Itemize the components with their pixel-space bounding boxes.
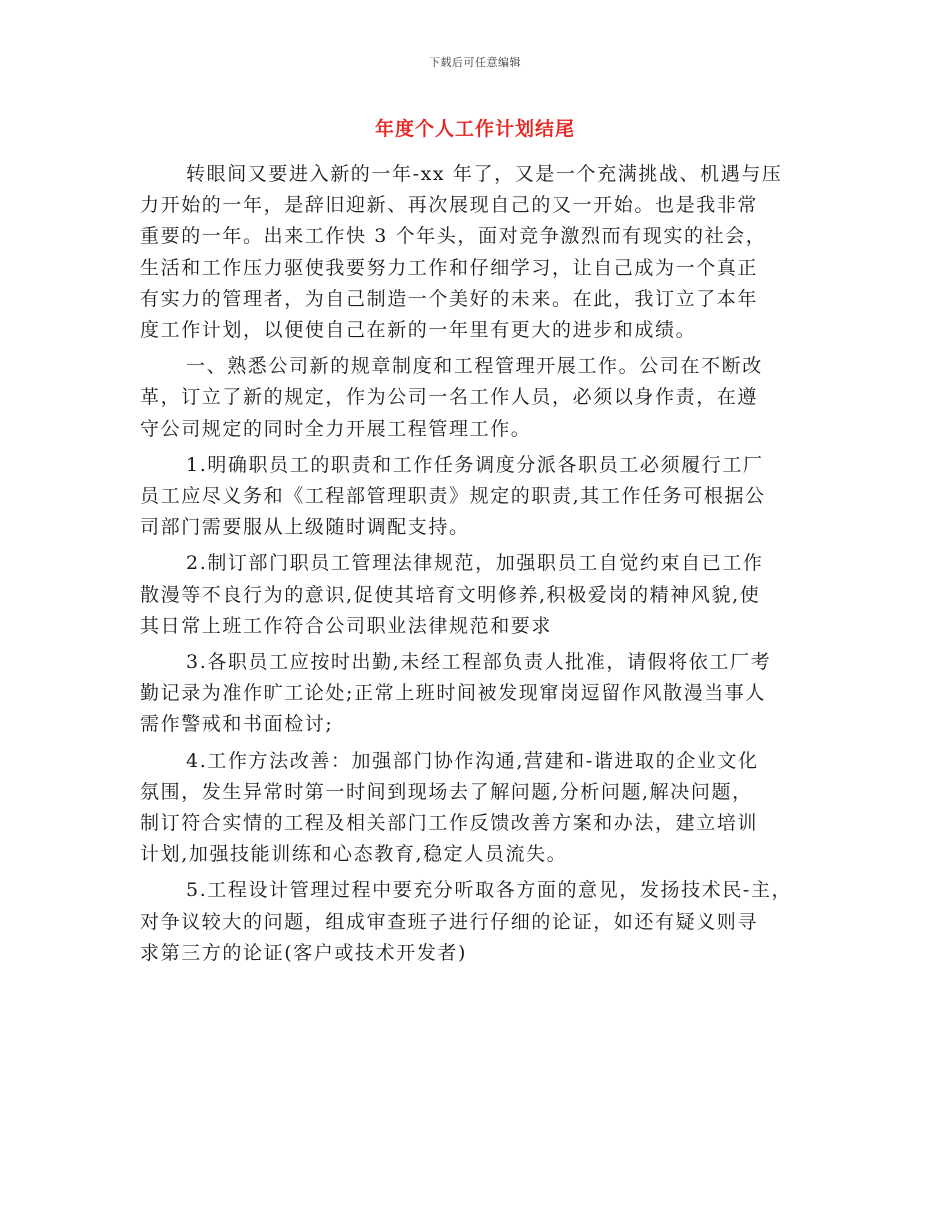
paragraph-line: 转眼间又要进入新的一年-xx 年了，又是一个充满挑战、机遇与压 bbox=[186, 163, 783, 185]
paragraph-item-5 bbox=[140, 875, 820, 969]
paragraph-line: 氛围，发生异常时第一时间到现场去了解问题,分析问题,解决问题， bbox=[140, 780, 753, 803]
paragraph-line: 计划,加强技能训练和心态教育,稳定人员流失。 bbox=[140, 843, 568, 866]
paragraph-item-1 bbox=[140, 450, 820, 544]
paragraph-line: 4.工作方法改善：加强部门协作沟通,营建和-谐进取的企业文化 bbox=[186, 749, 759, 772]
paragraph-line: 革，订立了新的规定，作为公司一名工作人员，必须以身作责，在遵 bbox=[140, 386, 759, 409]
paragraph-line: 力开始的一年，是辞旧迎新、再次展现自己的又一开始。也是我非常 bbox=[140, 194, 759, 217]
paragraph-item-4 bbox=[140, 746, 820, 871]
paragraph-section-1 bbox=[140, 351, 820, 445]
paragraph-line: 重要的一年。出来工作快 3 个年头，面对竞争激烈而有现实的社会， bbox=[140, 225, 767, 248]
document-body bbox=[140, 159, 820, 969]
paragraph-line: 生活和工作压力驱使我要努力工作和仔细学习，让自己成为一个真正 bbox=[140, 256, 759, 279]
paragraph-line: 勤记录为准作旷工论处;正常上班时间被发现窜岗逗留作风散漫当事人 bbox=[140, 682, 767, 705]
paragraph-line: 守公司规定的同时全力开展工程管理工作。 bbox=[140, 417, 532, 440]
paragraph-line: 员工应尽义务和《工程部管理职责》规定的职责,其工作任务可根据公 bbox=[140, 485, 766, 508]
paragraph-line: 其日常上班工作符合公司职业法律规范和要求 bbox=[140, 614, 553, 637]
header-note: 下载后可任意编辑 bbox=[429, 56, 521, 69]
paragraph-line: 2.制订部门职员工管理法律规范，加强职员工自觉约束自已工作 bbox=[186, 552, 764, 575]
paragraph-line: 制订符合实情的工程及相关部门工作反馈改善方案和办法，建立培训 bbox=[140, 812, 759, 835]
paragraph-intro bbox=[140, 159, 820, 346]
paragraph-line: 有实力的管理者，为自己制造一个美好的未来。在此，我订立了本年 bbox=[140, 287, 759, 310]
paragraph-line: 求第三方的论证(客户或技术开发者) bbox=[140, 941, 468, 964]
paragraph-item-2 bbox=[140, 548, 820, 642]
paragraph-item-3 bbox=[140, 647, 820, 741]
paragraph-line: 5.工程设计管理过程中要充分听取各方面的意见，发扬技术民-主， bbox=[186, 879, 793, 902]
paragraph-line: 对争议较大的问题，组成审查班子进行仔细的论证，如还有疑义则寻 bbox=[140, 910, 759, 933]
paragraph-line: 度工作计划，以便使自己在新的一年里有更大的进步和成绩。 bbox=[140, 319, 697, 342]
paragraph-line: 需作警戒和书面检讨; bbox=[140, 713, 334, 736]
document-title: 年度个人工作计划结尾 bbox=[374, 118, 575, 140]
paragraph-line: 3.各职员工应按时出勤,未经工程部负责人批准，请假将依工厂考 bbox=[186, 651, 772, 674]
paragraph-line: 散漫等不良行为的意识,促使其培育文明修养,积极爱岗的精神风貌,使 bbox=[140, 583, 761, 606]
paragraph-line: 一、熟悉公司新的规章制度和工程管理开展工作。公司在不断改 bbox=[186, 355, 763, 378]
paragraph-line: 司部门需要服从上级随时调配支持。 bbox=[140, 516, 470, 539]
paragraph-line: 1.明确职员工的职责和工作任务调度分派各职员工必须履行工厂 bbox=[186, 453, 764, 476]
